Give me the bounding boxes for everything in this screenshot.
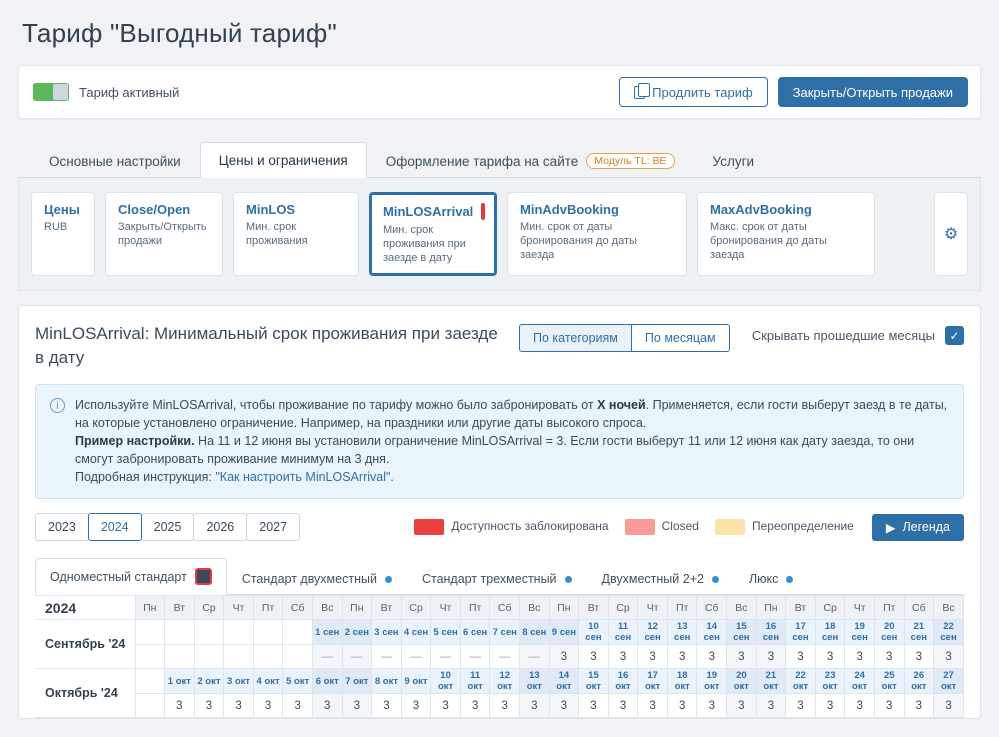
prolong-tariff-button[interactable] bbox=[619, 77, 768, 107]
calendar-value-cell[interactable]: 3 bbox=[815, 694, 845, 718]
info-doc-prefix: Подробная инструкция: bbox=[75, 470, 216, 484]
view-mode-by-month[interactable]: По месяцам bbox=[632, 324, 730, 352]
calendar-dow-header: Сб bbox=[904, 596, 934, 620]
tab-prices-restrictions[interactable] bbox=[200, 142, 367, 178]
calendar-dow-header: Вт bbox=[372, 596, 402, 620]
calendar-date-cell: 9 сен bbox=[549, 620, 579, 645]
legend-item-blocked bbox=[414, 519, 608, 535]
calendar-dow-header: Вс bbox=[520, 596, 550, 620]
calendar-empty-cell bbox=[194, 620, 224, 645]
panel-title: MinLOSArrival: Минимальный срок проживания при заезде в дату bbox=[35, 324, 498, 367]
calendar-month-label: Октябрь '24 bbox=[35, 669, 135, 718]
calendar-value-cell[interactable]: 3 bbox=[874, 645, 904, 669]
calendar-date-cell: 14 сен bbox=[697, 620, 727, 645]
restriction-card-prices-sub: RUB bbox=[44, 221, 68, 233]
page-title: Тариф "Выгодный тариф" bbox=[22, 18, 337, 48]
category-tab-double-2plus2-label: Двухместный 2+2 bbox=[601, 572, 704, 586]
info-line1-a: Используйте MinLOSArrival, чтобы проживание по тарифу можно было забронировать от bbox=[75, 398, 598, 412]
main-tabs bbox=[18, 141, 981, 178]
calendar-value-cell[interactable]: — bbox=[401, 645, 431, 669]
calendar-value-cell[interactable]: 3 bbox=[194, 694, 224, 718]
restriction-card-minlosarrival-title: MinLOSArrival bbox=[383, 204, 474, 219]
calendar-date-cell: 10 сен bbox=[579, 620, 609, 645]
calendar-value-cell[interactable]: 3 bbox=[608, 645, 638, 669]
restriction-card-minadvbooking-sub: Мин. срок от даты бронирования до даты заезда bbox=[520, 221, 637, 261]
restriction-card-minlos[interactable] bbox=[233, 192, 359, 276]
info-line1-bold: X ночей bbox=[597, 398, 646, 412]
calendar-empty-cell bbox=[135, 645, 165, 669]
copy-icon bbox=[634, 86, 645, 99]
category-tab-triple-standard[interactable] bbox=[407, 562, 587, 595]
year-2026[interactable]: 2026 bbox=[193, 513, 247, 541]
calendar-value-cell[interactable]: 3 bbox=[253, 694, 283, 718]
calendar-dow-header: Пн bbox=[342, 596, 372, 620]
legend-item-closed bbox=[625, 519, 699, 535]
calendar-value-cell[interactable]: 3 bbox=[934, 645, 964, 669]
calendar-date-cell: 5 сен bbox=[431, 620, 461, 645]
calendar-date-cell: 1 сен bbox=[312, 620, 342, 645]
calendar-date-cell: 20 сен bbox=[874, 620, 904, 645]
info-example-text: На 11 и 12 июня вы установили ограничение MinLOSArrival = 3. Если гости выберут 11 или 12 июня как дату заезда, то они смогут забронировать проживание минимум на 3 дня. bbox=[75, 434, 915, 466]
calendar-date-cell: 18 окт bbox=[667, 669, 697, 694]
close-open-sales-label: Закрыть/Открыть продажи bbox=[792, 84, 953, 100]
calendar-dates-row bbox=[35, 669, 964, 694]
hide-past-months-control bbox=[752, 326, 964, 345]
restriction-card-close-open-title: Close/Open bbox=[118, 202, 191, 217]
calendar-date-cell: 5 окт bbox=[283, 669, 313, 694]
calendar-value-cell[interactable]: 3 bbox=[815, 645, 845, 669]
legend-items bbox=[414, 519, 854, 535]
badge-module-tl-be: Модуль TL: BE bbox=[586, 153, 674, 169]
calendar-date-cell: 22 сен bbox=[934, 620, 964, 645]
calendar-value-cell[interactable]: — bbox=[372, 645, 402, 669]
calendar-empty-cell bbox=[224, 645, 254, 669]
calendar-value-cell[interactable]: 3 bbox=[697, 694, 727, 718]
calendar-date-cell: 3 сен bbox=[372, 620, 402, 645]
calendar-value-cell[interactable]: 3 bbox=[312, 694, 342, 718]
calendar-date-cell: 21 сен bbox=[904, 620, 934, 645]
calendar-date-cell: 24 окт bbox=[845, 669, 875, 694]
calendar-value-cell[interactable]: 3 bbox=[727, 694, 757, 718]
info-line1-c: . Применяется, если гости выберут заезд в те даты, на которые установлено ограничение. Например, на праздники или другие даты высокого спроса. bbox=[75, 398, 948, 430]
calendar-empty-cell bbox=[224, 620, 254, 645]
calendar-date-cell: 4 окт bbox=[253, 669, 283, 694]
calendar-values-row bbox=[35, 645, 964, 669]
calendar-value-cell[interactable]: 3 bbox=[608, 694, 638, 718]
category-tab-single-standard-label: Одноместный стандарт bbox=[50, 569, 187, 584]
tab-services-label: Услуги bbox=[712, 154, 755, 169]
calendar-value-cell[interactable]: 3 bbox=[372, 694, 402, 718]
calendar-dow-header: Вс bbox=[934, 596, 964, 620]
calendar-empty-cell bbox=[135, 669, 165, 694]
tariff-active-toggle[interactable] bbox=[33, 83, 69, 101]
calendar-date-cell: 2 окт bbox=[194, 669, 224, 694]
calendar-empty-cell bbox=[135, 694, 165, 718]
calendar-value-cell[interactable]: 3 bbox=[638, 694, 668, 718]
tab-main-settings-label: Основные настройки bbox=[49, 154, 181, 169]
calendar-value-cell[interactable]: 3 bbox=[224, 694, 254, 718]
calendar-value-cell[interactable]: 3 bbox=[579, 645, 609, 669]
year-2024[interactable]: 2024 bbox=[88, 513, 142, 541]
minlosarrival-panel bbox=[18, 305, 981, 719]
legend-swatch-blocked bbox=[414, 519, 444, 535]
restriction-card-minlos-title: MinLOS bbox=[246, 202, 296, 217]
calendar-date-cell: 15 окт bbox=[579, 669, 609, 694]
calendar-date-cell: 4 сен bbox=[401, 620, 431, 645]
legend-label-override: Переопределение bbox=[751, 519, 854, 534]
calendar-dow-header: Ср bbox=[608, 596, 638, 620]
calendar-value-cell[interactable]: 3 bbox=[490, 694, 520, 718]
calendar-value-cell[interactable]: 3 bbox=[638, 645, 668, 669]
info-banner bbox=[35, 384, 964, 499]
calendar-date-cell: 7 сен bbox=[490, 620, 520, 645]
calendar-scroll[interactable] bbox=[35, 595, 964, 718]
calendar-date-cell: 22 окт bbox=[786, 669, 816, 694]
calendar-date-cell: 9 окт bbox=[401, 669, 431, 694]
status-dot-icon bbox=[385, 576, 392, 583]
prolong-tariff-label: Продлить тариф bbox=[652, 84, 753, 100]
calendar-date-cell: 21 окт bbox=[756, 669, 786, 694]
calendar-dow-header: Вс bbox=[727, 596, 757, 620]
calendar-value-cell[interactable]: 3 bbox=[756, 694, 786, 718]
calendar-empty-cell bbox=[283, 645, 313, 669]
calendar-value-cell[interactable]: — bbox=[431, 645, 461, 669]
legend-swatch-closed bbox=[625, 519, 655, 535]
restriction-card-close-open-sub: Закрыть/Открыть продажи bbox=[118, 221, 207, 247]
calendar-empty-cell bbox=[253, 620, 283, 645]
toggle-knob bbox=[53, 84, 68, 100]
restriction-card-prices-title: Цены bbox=[44, 202, 80, 217]
calendar-date-cell: 11 сен bbox=[608, 620, 638, 645]
calendar-dow-header: Вт bbox=[579, 596, 609, 620]
calendar-dow-header: Пн bbox=[135, 596, 165, 620]
calendar-value-cell[interactable]: 3 bbox=[756, 645, 786, 669]
calendar-date-cell: 13 сен bbox=[667, 620, 697, 645]
calendar-date-cell: 19 окт bbox=[697, 669, 727, 694]
category-tab-lux-label: Люкс bbox=[748, 572, 779, 586]
calendar-dow-header: Ср bbox=[401, 596, 431, 620]
calendar-date-cell: 19 сен bbox=[845, 620, 875, 645]
calendar-value-cell[interactable]: 3 bbox=[904, 645, 934, 669]
legend-label-closed: Closed bbox=[661, 519, 699, 534]
restriction-card-minadvbooking-title: MinAdvBooking bbox=[520, 202, 619, 217]
calendar-empty-cell bbox=[194, 645, 224, 669]
calendar-dow-header: Сб bbox=[697, 596, 727, 620]
calendar-value-cell[interactable]: 3 bbox=[786, 645, 816, 669]
legend-label-blocked: Доступность заблокирована bbox=[451, 519, 609, 534]
calendar-value-cell[interactable]: 3 bbox=[845, 694, 875, 718]
tariff-status-label: Тариф активный bbox=[79, 84, 180, 100]
legend-item-override bbox=[715, 519, 854, 535]
calendar-dow-header: Пн bbox=[756, 596, 786, 620]
restriction-card-minlosarrival[interactable] bbox=[369, 192, 497, 276]
category-tab-single-standard[interactable] bbox=[35, 558, 227, 595]
tab-site-design[interactable] bbox=[367, 142, 694, 178]
calendar-date-cell: 18 сен bbox=[815, 620, 845, 645]
calendar-value-cell[interactable]: — bbox=[312, 645, 342, 669]
calendar-dow-header: Пт bbox=[253, 596, 283, 620]
legend-play-icon: ▶ bbox=[885, 520, 896, 535]
legend-button-label: Легенда bbox=[902, 520, 950, 534]
calendar-date-cell: 23 окт bbox=[815, 669, 845, 694]
cursor-pointer-icon bbox=[481, 203, 485, 220]
tab-site-design-label: Оформление тарифа на сайте bbox=[385, 153, 579, 169]
status-dot-icon bbox=[565, 576, 572, 583]
tariff-status-bar bbox=[18, 65, 981, 119]
calendar-dow-header: Ср bbox=[194, 596, 224, 620]
year-selector bbox=[35, 513, 964, 541]
calendar-value-cell[interactable]: 3 bbox=[667, 694, 697, 718]
hide-past-months-checkbox[interactable]: ✓ bbox=[945, 326, 964, 345]
calendar-dow-header: Пн bbox=[549, 596, 579, 620]
calendar-value-cell[interactable]: 3 bbox=[342, 694, 372, 718]
calendar-empty-cell bbox=[165, 620, 195, 645]
calendar-dow-header: Ср bbox=[815, 596, 845, 620]
panel-header bbox=[35, 322, 964, 370]
calendar-value-cell[interactable]: — bbox=[460, 645, 490, 669]
info-icon: i bbox=[50, 398, 65, 413]
calendar-date-cell: 17 сен bbox=[786, 620, 816, 645]
calendar-date-cell: 7 окт bbox=[342, 669, 372, 694]
calendar-month-label: Сентябрь '24 bbox=[35, 620, 135, 669]
calendar-dow-header: Вс bbox=[312, 596, 342, 620]
legend-button[interactable] bbox=[872, 514, 964, 541]
calendar-empty-cell bbox=[253, 645, 283, 669]
calendar-dow-header: Чт bbox=[431, 596, 461, 620]
calendar-date-cell: 12 сен bbox=[638, 620, 668, 645]
calendar-date-cell: 12 окт bbox=[490, 669, 520, 694]
calendar-value-cell[interactable]: — bbox=[520, 645, 550, 669]
calendar-date-cell: 14 окт bbox=[549, 669, 579, 694]
legend-swatch-override bbox=[715, 519, 745, 535]
calendar-value-cell[interactable]: 3 bbox=[727, 645, 757, 669]
calendar-value-cell[interactable]: 3 bbox=[520, 694, 550, 718]
calendar-date-cell: 1 окт bbox=[165, 669, 195, 694]
restriction-selector bbox=[18, 178, 981, 291]
view-mode-by-category[interactable]: По категориям bbox=[519, 324, 632, 352]
calendar-value-cell[interactable]: 3 bbox=[165, 694, 195, 718]
restriction-card-maxadvbooking-title: MaxAdvBooking bbox=[710, 202, 812, 217]
calendar-dow-header: Сб bbox=[283, 596, 313, 620]
calendar-dow-header: Чт bbox=[845, 596, 875, 620]
calendar-dow-header: Сб bbox=[490, 596, 520, 620]
calendar-value-cell[interactable]: 3 bbox=[460, 694, 490, 718]
calendar-value-cell[interactable]: 3 bbox=[786, 694, 816, 718]
calendar-value-cell[interactable]: 3 bbox=[697, 645, 727, 669]
calendar-value-cell[interactable]: 3 bbox=[549, 694, 579, 718]
calendar-table bbox=[35, 595, 964, 718]
info-example-bold: Пример настройки. bbox=[75, 434, 195, 448]
calendar-date-cell: 6 сен bbox=[460, 620, 490, 645]
calendar-value-cell[interactable]: — bbox=[490, 645, 520, 669]
calendar-empty-cell bbox=[165, 645, 195, 669]
calendar-year-label: 2024 bbox=[35, 596, 135, 620]
year-2023[interactable]: 2023 bbox=[35, 513, 89, 541]
tab-prices-restrictions-label: Цены и ограничения bbox=[218, 153, 348, 168]
calendar-dow-header: Чт bbox=[224, 596, 254, 620]
calendar-value-cell[interactable]: 3 bbox=[549, 645, 579, 669]
calendar-dow-header: Чт bbox=[638, 596, 668, 620]
restriction-card-minadvbooking[interactable] bbox=[507, 192, 687, 276]
restriction-cards bbox=[31, 192, 924, 276]
calendar-empty-cell bbox=[283, 620, 313, 645]
category-tab-triple-standard-label: Стандарт трехместный bbox=[421, 572, 557, 586]
gear-icon[interactable] bbox=[934, 192, 968, 276]
close-open-sales-button[interactable] bbox=[778, 77, 968, 107]
category-tab-double-2plus2[interactable] bbox=[587, 562, 734, 595]
calendar-dow-header: Пт bbox=[460, 596, 490, 620]
calendar-date-cell: 27 окт bbox=[934, 669, 964, 694]
calendar-date-cell: 15 сен bbox=[727, 620, 757, 645]
status-dot-icon bbox=[712, 576, 719, 583]
restriction-card-minlosarrival-sub: Мин. срок проживания при заезде в дату bbox=[383, 224, 466, 264]
category-tab-double-standard[interactable] bbox=[227, 562, 407, 595]
calendar-date-cell: 16 сен bbox=[756, 620, 786, 645]
calendar-date-cell: 25 окт bbox=[874, 669, 904, 694]
gear-glyph: ⚙ bbox=[943, 226, 959, 243]
calendar-date-cell: 10 окт bbox=[431, 669, 461, 694]
info-doc-link[interactable]: "Как настроить MinLOSArrival". bbox=[215, 470, 394, 484]
category-tabs bbox=[35, 557, 964, 595]
calendar-date-cell: 8 сен bbox=[520, 620, 550, 645]
category-tab-double-standard-label: Стандарт двухместный bbox=[241, 572, 377, 586]
calendar-date-cell: 3 окт bbox=[224, 669, 254, 694]
calendar-date-cell: 17 окт bbox=[638, 669, 668, 694]
view-mode-switch bbox=[519, 324, 730, 352]
tab-services[interactable] bbox=[694, 143, 774, 178]
calendar-dow-header: Пт bbox=[667, 596, 697, 620]
calendar-value-cell[interactable]: 3 bbox=[431, 694, 461, 718]
calendar-dow-header: Вт bbox=[165, 596, 195, 620]
calendar-date-cell: 20 окт bbox=[727, 669, 757, 694]
hide-past-months-label: Скрывать прошедшие месяцы bbox=[751, 328, 935, 343]
year-2027[interactable]: 2027 bbox=[246, 513, 300, 541]
status-dot-icon bbox=[786, 576, 793, 583]
restriction-card-prices[interactable] bbox=[31, 192, 95, 276]
calendar-values-row bbox=[35, 694, 964, 718]
year-2025[interactable]: 2025 bbox=[141, 513, 195, 541]
restriction-card-minlos-sub: Мин. срок проживания bbox=[246, 221, 308, 247]
calendar-date-cell: 16 окт bbox=[608, 669, 638, 694]
calendar-value-cell[interactable]: 3 bbox=[283, 694, 313, 718]
calendar-header-row bbox=[35, 596, 964, 620]
calendar-value-cell[interactable]: 3 bbox=[579, 694, 609, 718]
calendar-date-cell: 11 окт bbox=[460, 669, 490, 694]
calendar-value-cell[interactable]: 3 bbox=[667, 645, 697, 669]
category-tab-lux[interactable] bbox=[734, 562, 808, 595]
calendar-date-cell: 2 сен bbox=[342, 620, 372, 645]
calendar-value-cell[interactable]: — bbox=[342, 645, 372, 669]
calendar-date-cell: 6 окт bbox=[312, 669, 342, 694]
info-text bbox=[75, 396, 949, 486]
tab-main-settings[interactable] bbox=[30, 143, 200, 178]
calendar-dow-header: Вт bbox=[786, 596, 816, 620]
restriction-card-maxadvbooking[interactable] bbox=[697, 192, 875, 276]
calendar-date-cell: 8 окт bbox=[372, 669, 402, 694]
calendar-date-cell: 13 окт bbox=[520, 669, 550, 694]
calendar-value-cell[interactable]: 3 bbox=[904, 694, 934, 718]
calendar-date-cell: 26 окт bbox=[904, 669, 934, 694]
calendar-empty-cell bbox=[135, 620, 165, 645]
calendar-value-cell[interactable]: 3 bbox=[845, 645, 875, 669]
calendar-dow-header: Пт bbox=[874, 596, 904, 620]
calendar-value-cell[interactable]: 3 bbox=[934, 694, 964, 718]
calendar-dates-row bbox=[35, 620, 964, 645]
restriction-card-maxadvbooking-sub: Макс. срок от даты бронирования до даты заезда bbox=[710, 221, 827, 261]
calendar-value-cell[interactable]: 3 bbox=[874, 694, 904, 718]
cursor-pointer-icon bbox=[195, 568, 212, 585]
restriction-card-close-open[interactable] bbox=[105, 192, 223, 276]
calendar-value-cell[interactable]: 3 bbox=[401, 694, 431, 718]
